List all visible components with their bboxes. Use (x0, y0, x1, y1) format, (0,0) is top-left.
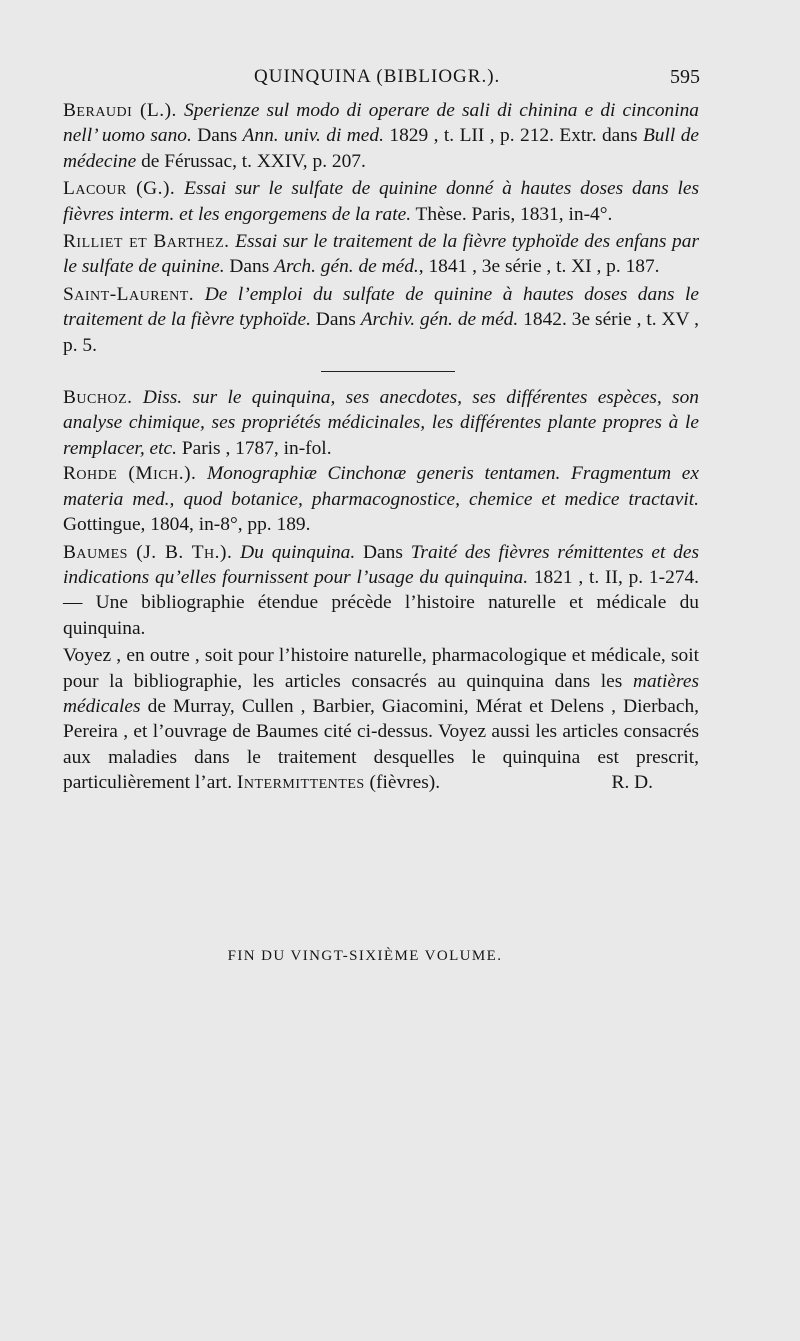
entry-text: 1821 , t. II, p. 1-274. — Une bibliographie étendue précède l’histoire naturelle et médicale du quinquina. (63, 566, 699, 639)
entry-author: Rohde (Mich.). (63, 463, 197, 485)
entry-text: Dans (310, 309, 361, 331)
entry-text: Dans (191, 125, 243, 147)
end-text: FIN DU VINGT-SIXIÈME VOLUME. (227, 948, 503, 964)
page-number: 595 (670, 66, 700, 88)
entry-text: Paris , 1787, in-fol. (176, 437, 332, 459)
entry-author: Buchoz. (63, 387, 133, 409)
entry-author: Saint-Laurent. (63, 283, 195, 305)
entry-author: Baumes (J. B. Th.). (63, 541, 233, 563)
author-signature: R. D. (611, 772, 653, 794)
section-divider (63, 358, 699, 385)
divider-rule (321, 371, 455, 372)
bibliography-entry (63, 385, 699, 461)
entry-title: Essai sur le traitement de la fièvre typhoïde des enfans par le sulfate de quinine. (63, 231, 699, 278)
entry-title: Essai sur le sulfate de quinine donné à hautes doses dans les fièvres interm. et les engorgemens de la rate. (63, 178, 700, 225)
entry-text: Dans (355, 541, 411, 563)
bibliography-entry (63, 176, 699, 227)
bibliography-entry (63, 540, 699, 642)
bibliography-text (63, 98, 699, 796)
entry-text: Thèse. Paris, 1831, in-4°. (411, 203, 613, 225)
closing-italic: matières médicales (63, 670, 699, 717)
entry-text: 1842. 3e série , t. XV , p. 5. (63, 309, 700, 356)
closing-text: Voyez , en outre , soit pour l’histoire naturelle, pharmacologique et médicale, soit pour la bibliographie, les articles consacrés au quinquina dans les (63, 645, 699, 692)
entry-title: Diss. sur le quinquina, ses anecdotes, ses différentes espèces, son analyse chimique, ses propriétés médicinales, les différentes plante propres à le remplacer, etc. (63, 387, 699, 459)
bibliography-entry (63, 282, 699, 358)
entry-journal: Bull de médecine (63, 125, 700, 172)
closing-smallcaps: Intermittentes (236, 772, 365, 794)
entry-author: Beraudi (L.). (63, 100, 177, 121)
entry-text: de Férussac, t. XXIV, p. 207. (136, 150, 366, 172)
entry-title: Du quinquina. (240, 541, 356, 563)
entry-journal: Traité des fièvres rémittentes et des indications qu’elles fournissent pour l’usage du quinquina. (63, 541, 700, 588)
closing-text: (fièvres). (364, 772, 441, 794)
entry-title: Sperienze sul modo di operare de sali di chinina e di cinconina nell’ uomo sano. (63, 100, 699, 147)
volume-end-line (0, 948, 800, 965)
bibliography-entry (63, 229, 699, 280)
entry-journal: Ann. univ. di med. (242, 125, 384, 147)
entry-title: Monographiæ Cinchonæ generis tentamen. Fragmentum ex materia med., quod botanice, pharmacognostice, chemice et medice tractavit. (63, 463, 699, 510)
entry-text: Dans (224, 256, 275, 278)
closing-paragraph (63, 643, 699, 795)
entry-text: , 1841 , 3e série , t. XI , p. 187. (418, 256, 660, 278)
closing-text: de Murray, Cullen , Barbier, Giacomini, Mérat et Delens , Dierbach, Pereira , et l’ouvrage de Baumes cité ci-dessus. Voyez aussi les articles consacrés aux maladies dans le traitement desquelles le quinquina est prescrit, particulièrement l’art. (63, 695, 699, 794)
bibliography-entry (63, 98, 699, 174)
entry-title: De l’emploi du sulfate de quinine à hautes doses dans le traitement de la fièvre typhoïde. (63, 283, 699, 331)
entry-author: Rilliet et Barthez. (63, 231, 230, 253)
entry-author: Lacour (G.). (63, 178, 176, 200)
running-head (64, 66, 704, 96)
entry-text: Gottingue, 1804, in-8°, pp. 189. (63, 514, 311, 536)
entry-journal: Arch. gén. de méd. (274, 256, 419, 278)
bibliography-entry (63, 461, 699, 537)
entry-text: 1829 , t. LII , p. 212. Extr. dans (383, 125, 643, 147)
running-title: QUINQUINA (BIBLIOGR.). (254, 66, 501, 87)
entry-journal: Archiv. gén. de méd. (360, 309, 519, 331)
